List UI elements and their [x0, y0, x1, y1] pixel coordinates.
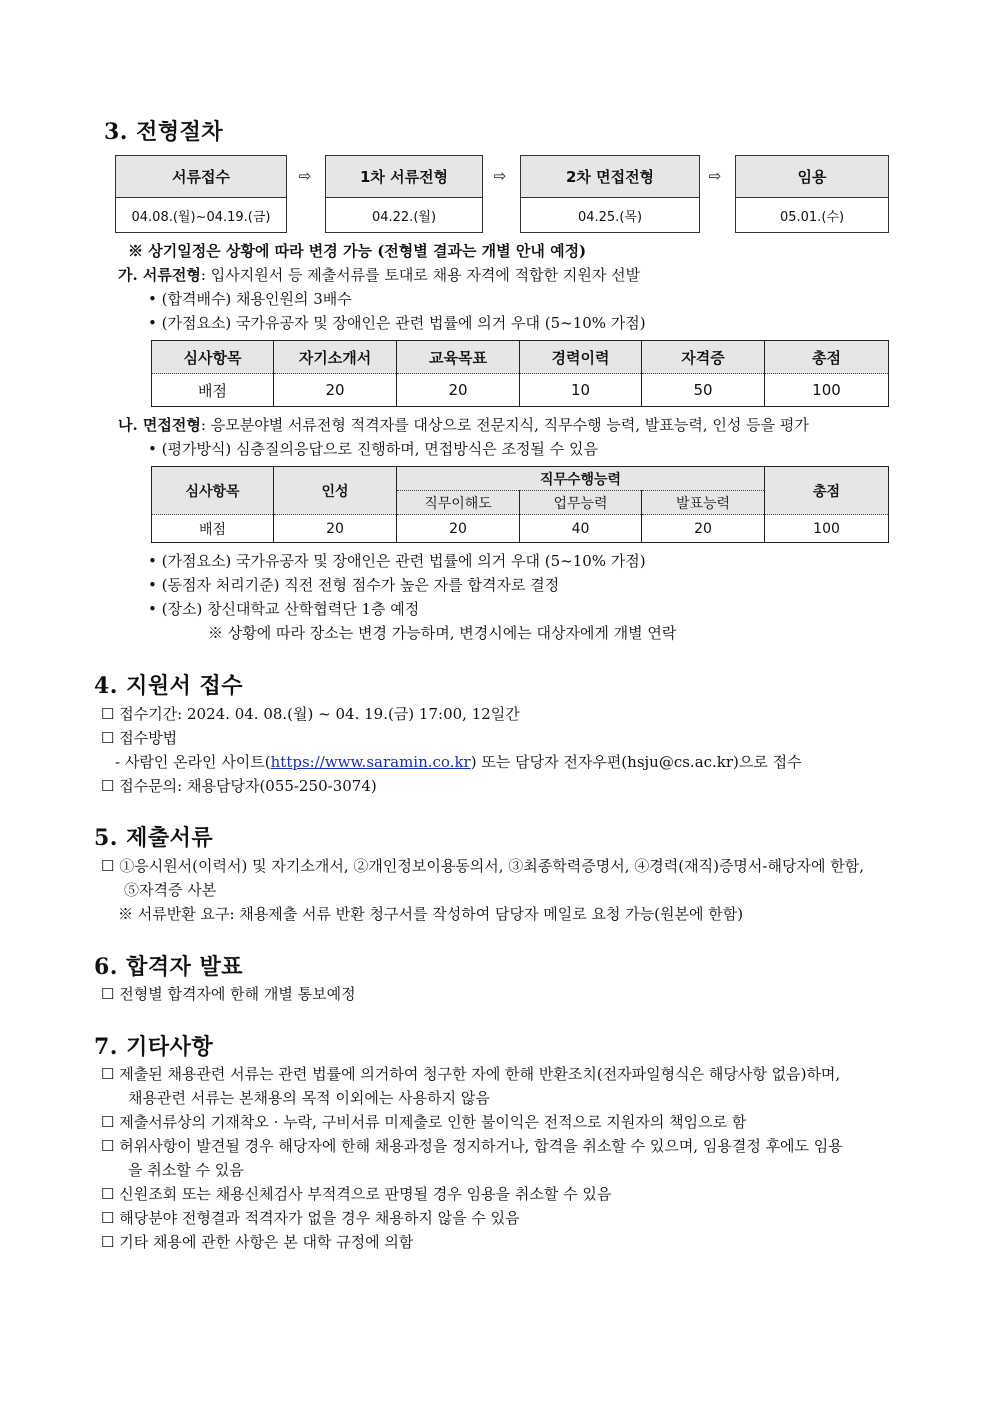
table-subheader-cell: 발표능력 [642, 491, 765, 515]
section-6-title: 6. 합격자 발표 [94, 954, 244, 980]
flow-step-interview [520, 155, 700, 233]
table-cell: 20 [642, 515, 765, 543]
document-return-note: ※ 서류반환 요구: 채용제출 서류 반환 청구서를 작성하여 담당자 메일로 요청 가능(원본에 한함) [118, 905, 744, 923]
process-flow [115, 155, 889, 233]
misc-item-2: ☐ 제출서류상의 기재착오 · 누락, 구비서류 미제출로 인한 불이익은 전적으로 지원자의 책임으로 함 [101, 1113, 747, 1131]
arrow-right-icon: ⇨ [298, 167, 312, 185]
section-7-title: 7. 기타사항 [94, 1034, 214, 1060]
misc-item-4: ☐ 신원조회 또는 채용신체검사 부적격으로 판명될 경우 임용을 취소할 수 있음 [101, 1185, 612, 1203]
table-header-cell: 자격증 [642, 341, 765, 374]
arrow-right-icon: ⇨ [493, 167, 507, 185]
documents-list-line-2: ⑤자격증 사본 [124, 881, 217, 899]
document-screening-label: 가. 서류전형 [118, 266, 201, 284]
misc-item-6: ☐ 기타 채용에 관한 사항은 본 대학 규정에 의함 [101, 1233, 414, 1251]
flow-step-label: 서류접수 [116, 156, 286, 198]
table-cell: 100 [765, 374, 889, 407]
application-period: ☐ 접수기간: 2024. 04. 08.(월) ~ 04. 19.(금) 17:00, 12일간 [101, 705, 520, 723]
application-method [115, 751, 802, 772]
bullet-location: • (장소) 창신대학교 산학협력단 1층 예정 [148, 600, 420, 618]
table-subheader-cell: 직무이해도 [397, 491, 520, 515]
schedule-note: ※ 상기일정은 상황에 따라 변경 가능 (전형별 결과는 개별 안내 예정) [128, 242, 587, 260]
section-3-title: 3. 전형절차 [104, 119, 224, 145]
method-text-pre: - 사람인 온라인 사이트( [115, 753, 271, 771]
bullet-tie-break: • (동점자 처리기준) 직전 전형 점수가 높은 자를 합격자로 결정 [148, 576, 560, 594]
table-subheader-cell: 업무능력 [520, 491, 642, 515]
flow-step-date: 04.22.(월) [371, 210, 437, 225]
interview-desc [118, 414, 809, 435]
flow-step-label: 2차 면접전형 [521, 156, 699, 198]
bullet-bonus-points-2: • (가점요소) 국가유공자 및 장애인은 관련 법률에 의거 우대 (5~10% 가점) [148, 552, 646, 570]
application-method-label: ☐ 접수방법 [101, 729, 178, 747]
bullet-bonus-points: • (가점요소) 국가유공자 및 장애인은 관련 법률에 의거 우대 (5~10% 가점) [148, 314, 646, 332]
table-header-cell: 총점 [765, 467, 889, 515]
document-screening-desc [118, 264, 640, 285]
misc-item-1: ☐ 제출된 채용관련 서류는 관련 법률에 의거하여 청구한 자에 한해 반환조치(전자파일형식은 해당사항 없음)하며, [101, 1065, 841, 1083]
bullet-pass-multiple: • (합격배수) 채용인원의 3배수 [148, 290, 352, 308]
table-header-cell: 자기소개서 [274, 341, 397, 374]
table-cell: 20 [397, 515, 520, 543]
table-cell: 20 [274, 374, 397, 407]
misc-item-1-cont: 채용관련 서류는 본채용의 목적 이외에는 사용하지 않음 [128, 1089, 490, 1107]
table-header-cell: 심사항목 [152, 467, 274, 515]
application-inquiry: ☐ 접수문의: 채용담당자(055-250-3074) [101, 777, 377, 795]
table-header-cell: 심사항목 [152, 341, 274, 374]
table-cell: 배점 [152, 374, 274, 407]
document-score-table [151, 340, 889, 407]
interview-text: : 응모분야별 서류전형 적격자를 대상으로 전문지식, 직무수행 능력, 발표능력, 인성 등을 평가 [200, 416, 809, 434]
flow-step-label: 임용 [736, 156, 888, 198]
section-5-title: 5. 제출서류 [94, 825, 214, 851]
section-4-title: 4. 지원서 접수 [94, 673, 244, 699]
location-note: ※ 상황에 따라 장소는 변경 가능하며, 변경시에는 대상자에게 개별 연락 [208, 624, 677, 642]
saramin-link[interactable]: https://www.saramin.co.kr [270, 753, 471, 771]
method-text-post: ) 또는 담당자 전자우편(hsju@cs.ac.kr)으로 접수 [470, 753, 802, 771]
table-header-cell: 교육목표 [397, 341, 520, 374]
flow-step-document-screening [325, 155, 483, 233]
interview-label: 나. 면접전형 [118, 416, 201, 434]
flow-step-date: 04.08.(월)~04.19.(금) [131, 210, 271, 225]
table-cell: 20 [274, 515, 397, 543]
documents-list-line-1: ☐ ①응시원서(이력서) 및 자기소개서, ②개인정보이용동의서, ③최종학력증명서, ④경력(재직)증명서-해당자에 한함, [101, 857, 864, 875]
table-header-cell: 총점 [765, 341, 889, 374]
table-cell: 50 [642, 374, 765, 407]
table-cell: 100 [765, 515, 889, 543]
arrow-right-icon: ⇨ [708, 167, 722, 185]
flow-step-document-receipt [115, 155, 287, 233]
flow-step-label: 1차 서류전형 [326, 156, 482, 198]
table-header-cell: 인성 [274, 467, 397, 515]
announcement-text: ☐ 전형별 합격자에 한해 개별 통보예정 [101, 985, 356, 1003]
table-cell: 40 [520, 515, 642, 543]
document-screening-text: : 입사지원서 등 제출서류를 토대로 채용 자격에 적합한 지원자 선발 [200, 266, 641, 284]
flow-step-date: 05.01.(수) [779, 210, 845, 225]
flow-step-appointment [735, 155, 889, 233]
flow-step-date: 04.25.(목) [577, 210, 643, 225]
misc-item-3: ☐ 허위사항이 발견될 경우 해당자에 한해 채용과정을 정지하거나, 합격을 취소할 수 있으며, 임용결정 후에도 임용 [101, 1137, 843, 1155]
table-header-group: 직무수행능력 [397, 467, 765, 491]
misc-item-5: ☐ 해당분야 전형결과 적격자가 없을 경우 채용하지 않을 수 있음 [101, 1209, 520, 1227]
bullet-evaluation-method: • (평가방식) 심층질의응답으로 진행하며, 면접방식은 조정될 수 있음 [148, 440, 598, 458]
interview-score-table [151, 466, 889, 543]
table-header-cell: 경력이력 [520, 341, 642, 374]
table-cell: 10 [520, 374, 642, 407]
misc-item-3-cont: 을 취소할 수 있음 [128, 1161, 244, 1179]
table-cell: 20 [397, 374, 520, 407]
table-cell: 배점 [152, 515, 274, 543]
